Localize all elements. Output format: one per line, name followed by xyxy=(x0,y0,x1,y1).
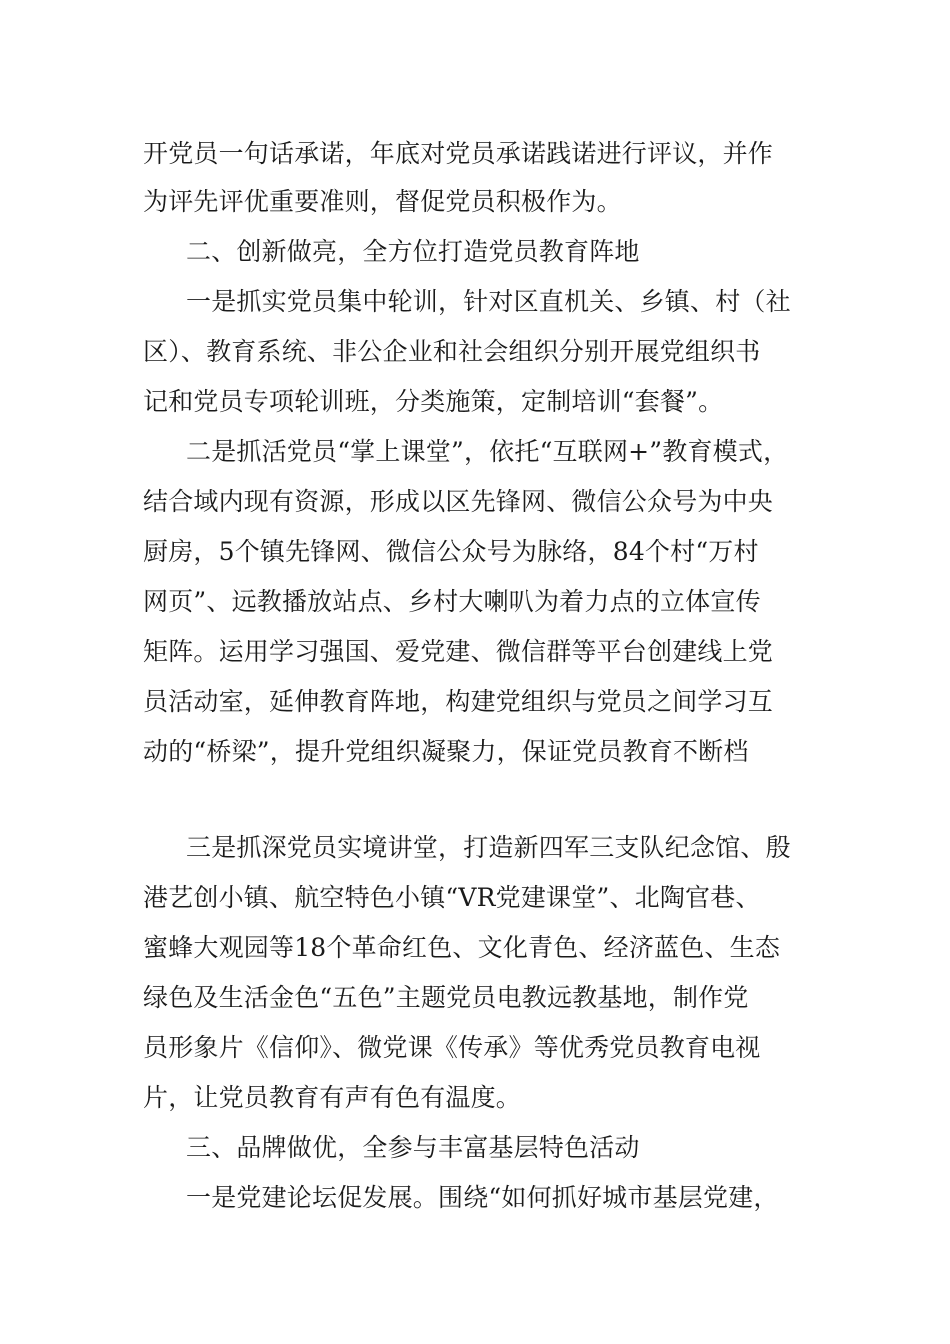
paragraph-line: 矩阵。运用学习强国、爱党建、微信群等平台创建线上党 xyxy=(143,637,774,666)
paragraph-line: 员形象片《信仰》、微党课《传承》等优秀党员教育电视 xyxy=(143,1033,761,1062)
paragraph-line: 为评先评优重要准则，督促党员积极作为。 xyxy=(143,187,622,216)
paragraph-line: 片，让党员教育有声有色有温度。 xyxy=(143,1083,522,1112)
paragraph-line: 一是抓实党员集中轮训，针对区直机关、乡镇、村（社 xyxy=(186,287,791,316)
paragraph-line: 网页”、远教播放站点、乡村大喇叭为着力点的立体宣传 xyxy=(143,587,761,616)
section-heading: 三、品牌做优，全参与丰富基层特色活动 xyxy=(186,1133,640,1162)
paragraph-line: 二是抓活党员“掌上课堂”，依托“互联网+”教育模式， xyxy=(186,437,789,466)
paragraph-line: 动的“桥梁”，提升党组织凝聚力，保证党员教育不断档 xyxy=(143,737,749,766)
paragraph-line: 一是党建论坛促发展。围绕“如何抓好城市基层党建， xyxy=(186,1183,779,1212)
paragraph-line: 绿色及生活金色“五色”主题党员电教远教基地，制作党 xyxy=(143,983,749,1012)
paragraph-line: 三是抓深党员实境讲堂，打造新四军三支队纪念馆、殷 xyxy=(186,833,791,862)
section-heading: 二、创新做亮，全方位打造党员教育阵地 xyxy=(186,237,640,266)
paragraph-line: 结合域内现有资源，形成以区先锋网、微信公众号为中央 xyxy=(143,487,774,516)
paragraph-line: 记和党员专项轮训班，分类施策，定制培训“套餐”。 xyxy=(143,387,724,416)
paragraph-line: 区）、教育系统、非公企业和社会组织分别开展党组织书 xyxy=(143,337,761,366)
paragraph-line: 员活动室，延伸教育阵地，构建党组织与党员之间学习互 xyxy=(143,687,774,716)
paragraph-line: 厨房，5个镇先锋网、微信公众号为脉络，84个村“万村 xyxy=(143,537,759,566)
paragraph-line: 港艺创小镇、航空特色小镇“VR党建课堂”、北陶官巷、 xyxy=(143,883,761,912)
paragraph-line: 开党员一句话承诺，年底对党员承诺践诺进行评议，并作 xyxy=(143,139,774,168)
paragraph-line: 蜜蜂大观园等18个革命红色、文化青色、经济蓝色、生态 xyxy=(143,933,781,962)
